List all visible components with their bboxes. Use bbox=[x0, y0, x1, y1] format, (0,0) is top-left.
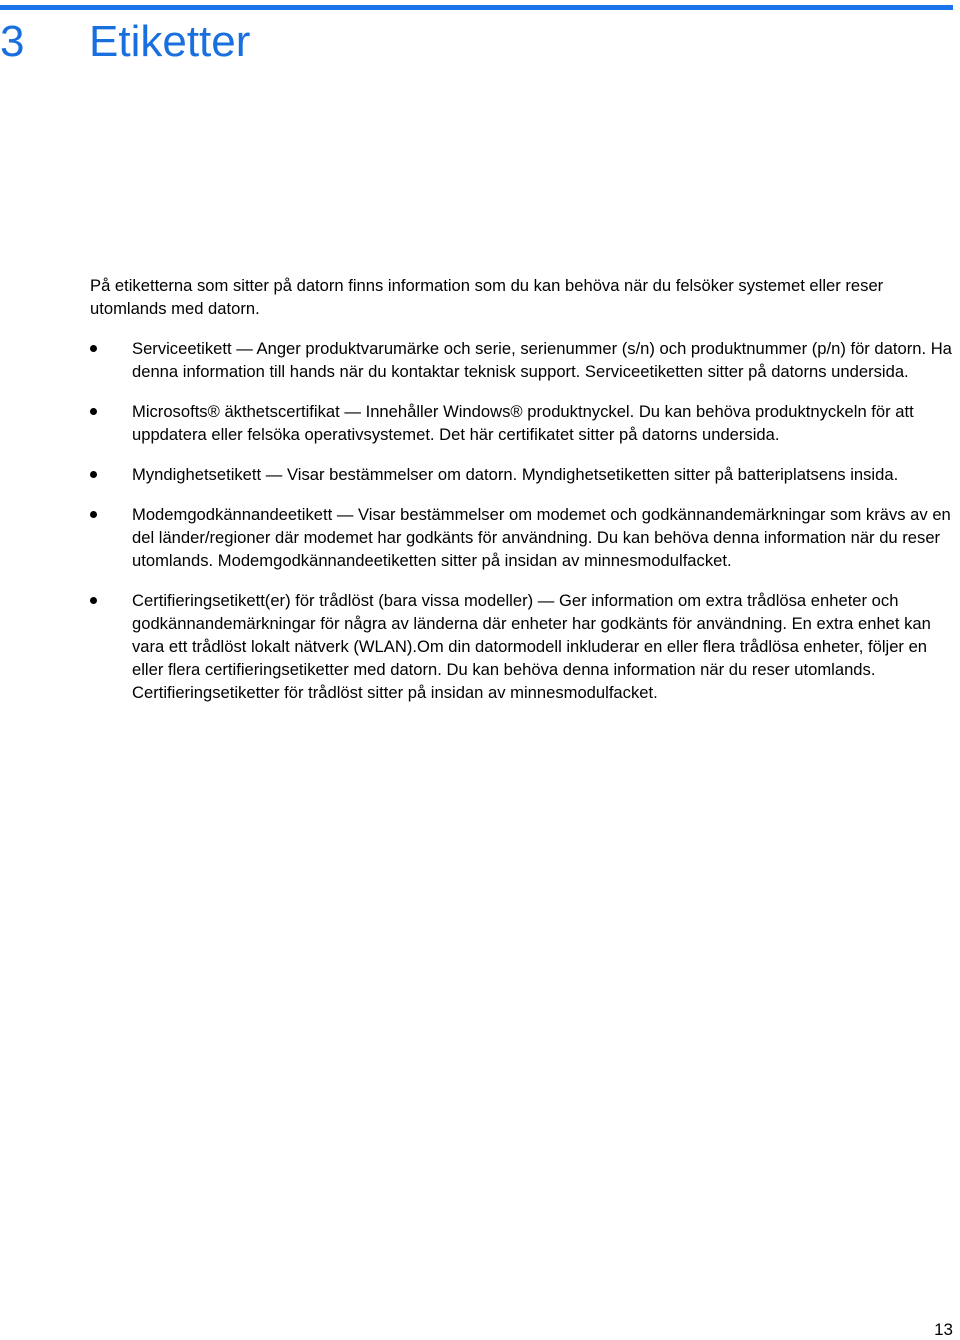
item-text: Visar bestämmelser om modemet och godkännandemärkningar som krävs av en del länder/regioner där modemet har godkänts för användning. Du kan behöva denna information när du reser utomlands. Modemgodkännandeetiketten sitter på insidan av minnesmodulfacket. bbox=[132, 505, 951, 570]
bullet-icon bbox=[90, 408, 97, 415]
bullet-icon bbox=[90, 597, 97, 604]
item-dash: — bbox=[344, 402, 361, 421]
item-dash: — bbox=[336, 505, 354, 524]
item-dash: — bbox=[265, 465, 283, 484]
item-dash: — bbox=[537, 591, 555, 610]
item-text: Ger information om extra trådlösa enheter och godkännandemärkningar för några av länderna där enheter har godkänts för användning. En extra enhet kan vara ett trådlöst lokalt nätverk (WLAN).Om din datormodell inkluderar en eller flera trådlösa enheter, följer en eller flera certifieringsetiketter med datorn. Du kan behöva denna information när du reser utomlands. Certifieringsetiketter för trådlöst sitter på insidan av minnesmodulfacket. bbox=[132, 591, 931, 702]
item-term: Microsofts® äkthetscertifikat bbox=[132, 402, 340, 421]
list-item-service-label bbox=[90, 337, 955, 383]
bullet-icon bbox=[90, 345, 97, 352]
item-term: Serviceetikett bbox=[132, 339, 232, 358]
bullet-icon bbox=[90, 471, 97, 478]
chapter-number: 3 bbox=[0, 17, 25, 66]
item-text: Anger produktvarumärke och serie, serienummer (s/n) och produktnummer (p/n) för datorn. Ha denna information till hands när du kontaktar teknisk support. Serviceetiketten sitter på datorns undersida. bbox=[132, 339, 952, 381]
item-term: Certifieringsetikett(er) för trådlöst (bara vissa modeller) bbox=[132, 591, 534, 610]
item-text: Innehåller Windows® produktnyckel. Du kan behöva produktnyckeln för att uppdatera eller felsöka operativsystemet. Det här certifikatet sitter på datorns undersida. bbox=[132, 402, 914, 444]
chapter-top-rule bbox=[0, 5, 953, 10]
item-term: Myndighetsetikett bbox=[132, 465, 262, 484]
chapter-title: Etiketter bbox=[89, 17, 251, 66]
list-item-regulatory-label bbox=[90, 463, 955, 486]
page-number: 13 bbox=[934, 1320, 953, 1339]
label-list bbox=[90, 337, 955, 704]
list-item-wireless-certification-label bbox=[90, 589, 955, 704]
list-item-certificate-of-authenticity bbox=[90, 400, 955, 446]
intro-paragraph: På etiketterna som sitter på datorn finns information som du kan behöva när du felsöker systemet eller reser utomlands med datorn. bbox=[90, 276, 884, 318]
item-text: Visar bestämmelser om datorn. Myndighetsetiketten sitter på batteriplatsens insida. bbox=[286, 465, 899, 484]
item-dash: — bbox=[236, 339, 253, 358]
item-term: Modemgodkännandeetikett bbox=[132, 505, 333, 524]
page-content bbox=[90, 274, 955, 721]
bullet-icon bbox=[90, 511, 97, 518]
list-item-modem-approval-label bbox=[90, 503, 955, 572]
